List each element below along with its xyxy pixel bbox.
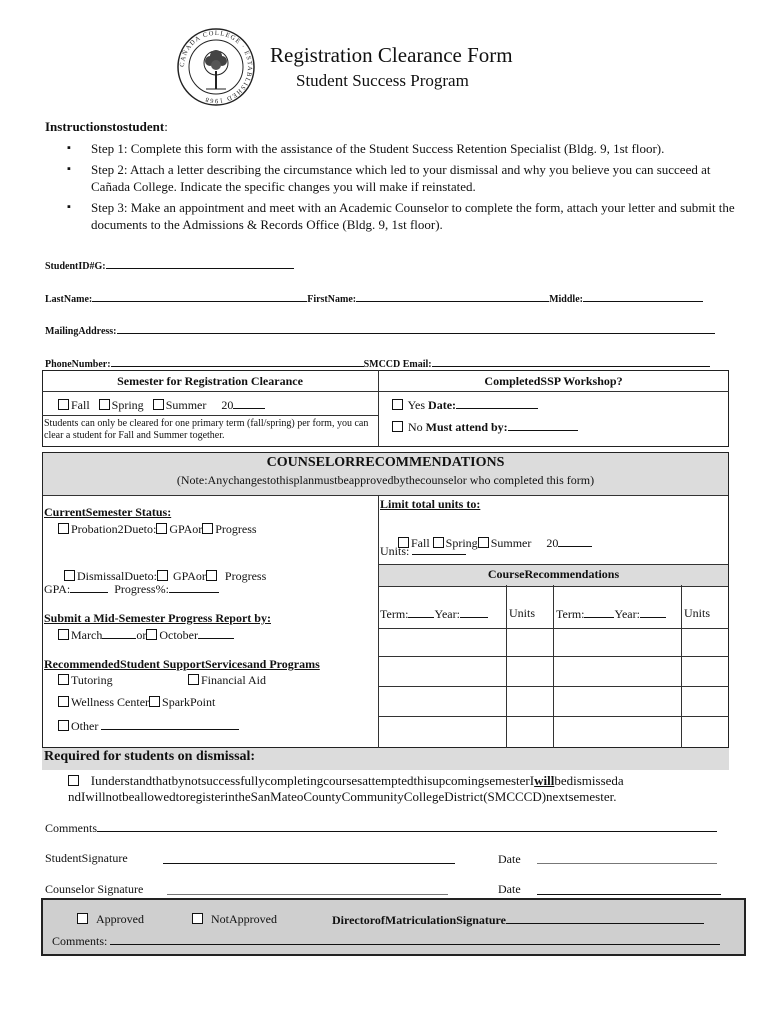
not-approved-checkbox[interactable] (192, 913, 203, 924)
year-left-field[interactable] (460, 606, 488, 618)
term-left-field[interactable] (408, 606, 434, 618)
march-field[interactable] (102, 627, 136, 639)
name-row (45, 290, 703, 305)
middle-label: Middle: (549, 294, 583, 305)
support-heading: RecommendedStudent SupportServicesand Programs (44, 657, 320, 671)
student-signature-label: StudentSignature (45, 851, 128, 865)
counselor-title: COUNSELORRECOMMENDATIONS (266, 455, 505, 470)
comments-row: Comments (45, 820, 717, 836)
units-field[interactable] (412, 543, 466, 555)
workshop-header: CompletedSSP Workshop? (484, 374, 623, 388)
tutoring-checkbox[interactable] (58, 674, 69, 685)
student-id-row (45, 257, 294, 272)
instruction-step-3: ▪ Step 3: Make an appointment and meet with an Academic Counselor to complete the form, attach your letter and submit the documents to the Admissions & Records Office (Bldg. 9, 1st floor). (45, 199, 735, 233)
dismissal-row: DismissalDueto: GPAor Progress (58, 554, 266, 584)
wellness-checkbox[interactable] (58, 696, 69, 707)
financial-aid-option: Financial Aid (188, 673, 266, 688)
dismissal-gpa-checkbox[interactable] (157, 570, 168, 581)
email-label: SMCCD Email: (363, 359, 432, 370)
approved-option: Approved (77, 912, 144, 927)
dismissal-statement-2: ndIwillnotbeallowedtoregisterintheSanMateoCountyCommunityCollegeDistrict(SMCCCD)nextsemester. (68, 789, 617, 804)
instructions-heading: Instructionstostudent: (45, 119, 168, 134)
financial-aid-checkbox[interactable] (188, 674, 199, 685)
counselor-signature-label: Counselor Signature (45, 882, 144, 896)
probation-progress-checkbox[interactable] (202, 523, 213, 534)
probation-gpa-checkbox[interactable] (156, 523, 167, 534)
course-header-right: Term: Year: (556, 606, 666, 622)
dismissal-checkbox[interactable] (64, 570, 75, 581)
phone-row (45, 355, 710, 370)
mid-semester-label: Submit a Mid-Semester Progress Report by: (44, 611, 271, 625)
october-checkbox[interactable] (146, 629, 157, 640)
course-header-left: Term: Year: (380, 606, 488, 622)
mailing-address-label: MailingAddress: (45, 326, 117, 337)
director-signature-field[interactable] (506, 912, 704, 924)
student-date-field[interactable] (537, 852, 717, 864)
gpa-field[interactable] (70, 581, 108, 593)
college-seal (176, 27, 256, 107)
semester-note: Students can only be cleared for one primary term (fall/spring) per form, you can clear a student for Fall and Summer together. (44, 418, 369, 441)
october-field[interactable] (198, 627, 234, 639)
workshop-yes-checkbox[interactable] (392, 399, 403, 410)
phone-label: PhoneNumber: (45, 359, 111, 370)
other-option: Other (58, 718, 239, 734)
counselor-signature-field[interactable] (167, 883, 448, 895)
student-id-field[interactable] (106, 257, 294, 269)
form-subtitle: Student Success Program (296, 71, 469, 90)
limit-units-terms: Fall Spring Summer 20 (392, 520, 592, 551)
dismissal-heading: Required for students on dismissal: (44, 749, 256, 764)
must-attend-field[interactable] (508, 419, 578, 431)
sparkpoint-checkbox[interactable] (149, 696, 160, 707)
semester-year-field[interactable] (233, 397, 265, 409)
workshop-no-checkbox[interactable] (392, 421, 403, 432)
probation-row: Probation2Dueto: GPAor Progress (58, 522, 257, 537)
approval-comments-row: Comments: (52, 933, 720, 949)
lu-year-field[interactable] (558, 535, 592, 547)
form-title: Registration Clearance Form (270, 43, 513, 67)
summer-checkbox[interactable] (153, 399, 164, 410)
gpa-row: GPA: Progress%: (44, 581, 219, 597)
progress-pct-field[interactable] (169, 581, 219, 593)
course-rec-title: CourseRecommendations (487, 567, 620, 581)
units-header-right: Units (684, 606, 711, 620)
fall-checkbox[interactable] (58, 399, 69, 410)
other-field[interactable] (101, 718, 239, 730)
lu-summer-checkbox[interactable] (478, 537, 489, 548)
semester-header: Semester for Registration Clearance (117, 374, 303, 388)
counselor-date-label: Date (498, 882, 521, 896)
workshop-no-row: No Must attend by: (392, 419, 578, 435)
mid-semester-row: March or October (58, 627, 234, 643)
approved-checkbox[interactable] (77, 913, 88, 924)
comments-field[interactable] (97, 820, 717, 832)
instruction-step-1: ▪ Step 1: Complete this form with the assistance of the Student Success Retention Specialist (Bldg. 9, 1st floor). (45, 140, 735, 157)
dismissal-ack-checkbox[interactable] (68, 775, 79, 786)
term-right-field[interactable] (584, 606, 614, 618)
not-approved-option: NotApproved (192, 912, 277, 927)
student-signature-field[interactable] (163, 852, 455, 864)
phone-field[interactable] (111, 355, 364, 367)
spring-checkbox[interactable] (99, 399, 110, 410)
semester-options: Fall Spring Summer 20 (58, 397, 265, 413)
counselor-note: (Note:Anychangestothisplanmustbeapprovedbythecounselor who completed this form) (176, 473, 595, 487)
approval-comments-field[interactable] (110, 933, 720, 945)
dismissal-progress-checkbox[interactable] (206, 570, 217, 581)
seal-text: CAÑADA COLLEGE · ESTABLISHED 1968 (178, 29, 254, 105)
tutoring-option: Tutoring (58, 673, 113, 688)
instructions-list (45, 140, 735, 237)
limit-units-label: Limit total units to: (380, 497, 481, 511)
mailing-row (45, 322, 715, 337)
director-signature-row: DirectorofMatriculationSignature (332, 912, 704, 928)
email-field[interactable] (432, 355, 710, 367)
wellness-option: Wellness Center SparkPoint (58, 695, 215, 710)
year-right-field[interactable] (640, 606, 666, 618)
other-checkbox[interactable] (58, 720, 69, 731)
first-name-label: FirstName: (307, 294, 357, 305)
dismissal-statement: IunderstandthatbynotsuccessfullycompletingcoursesattemptedthisupcomingsemesterIwillbedismisseda (68, 772, 728, 789)
instruction-step-2: ▪ Step 2: Attach a letter describing the circumstance which led to your dismissal and why you believe you can succeed at Cañada College. Indicate the specific changes you will make if reinstated. (45, 161, 735, 195)
student-id-label: StudentID#G: (45, 261, 106, 272)
units-header-left: Units (509, 606, 536, 620)
middle-field[interactable] (583, 290, 703, 302)
workshop-yes-row: Yes Date: (392, 397, 538, 413)
probation-checkbox[interactable] (58, 523, 69, 534)
march-checkbox[interactable] (58, 629, 69, 640)
mailing-address-field[interactable] (117, 322, 715, 334)
units-row: Units: (380, 543, 466, 559)
last-name-field[interactable] (92, 290, 307, 302)
counselor-date-field[interactable] (537, 883, 721, 895)
first-name-field[interactable] (356, 290, 549, 302)
current-status-label: CurrentSemester Status: (44, 505, 172, 519)
student-date-label: Date (498, 852, 521, 866)
last-name-label: LastName: (45, 294, 93, 305)
workshop-date-field[interactable] (456, 397, 538, 409)
